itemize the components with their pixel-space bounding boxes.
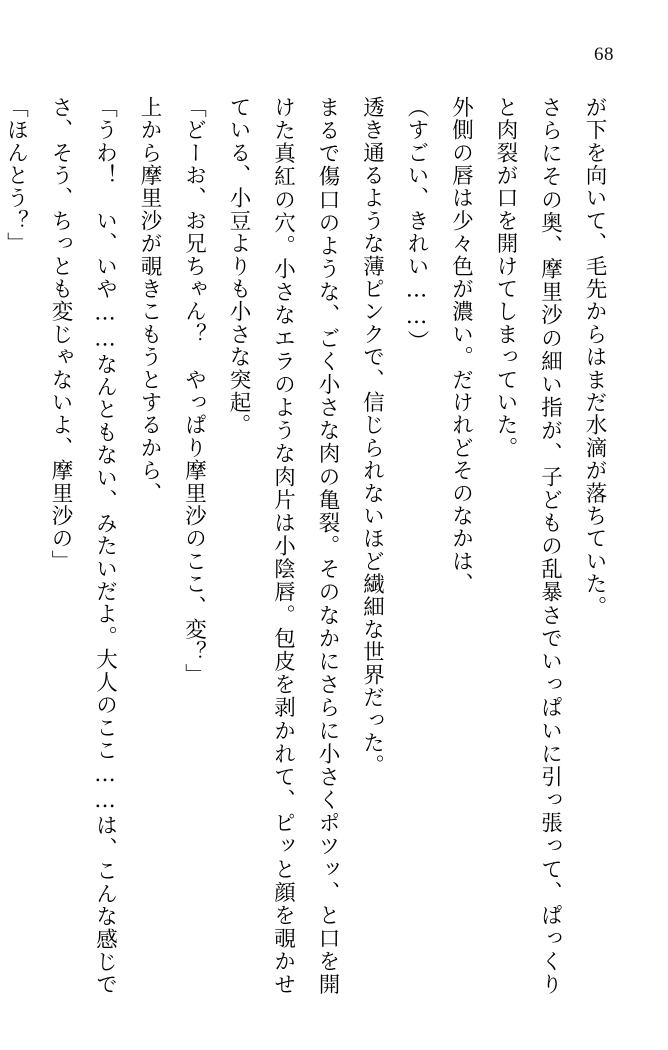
vertical-text-body — [3, 96, 616, 996]
paragraph: 「ほんとう？」 — [3, 96, 29, 255]
paragraph: 「どーお、お兄ちゃん？ やっぱり摩里沙のここ、変？」 — [181, 96, 207, 687]
page-number: 68 — [594, 44, 614, 65]
paragraph: 「うわ！ い、いや……なんともない、みたいだよ。大人のここ……は、こんな感じでさ、そう、ちっとも変じゃないよ、摩里沙の」 — [48, 96, 118, 996]
paragraph: まるで傷口のような、ごく小さな肉の亀裂。そのなかにさらに小さくポツッ、と口を開けた真紅の穴。小さなエラのような肉片は小陰唇。包皮を剥かれて、ピッと顔を覗かせている、小豆よりも小さな突起。 — [226, 96, 340, 996]
paragraph: さらにその奥、摩里沙の細い指が、子どもの乱暴さでいっぱいに引っ張って、ぱっくりと肉裂が口を開けてしまっていた。 — [493, 96, 563, 996]
paragraph: が下を向いて、毛先からはまだ水滴が落ちていた。 — [582, 96, 607, 619]
paragraph: 外側の唇は少々色が濃い。だけれどそのなかは、 — [448, 96, 474, 596]
paragraph: （すごい、きれい……） — [404, 96, 429, 353]
paragraph: 上から摩里沙が覗きこもうとするから、 — [137, 96, 162, 505]
paragraph: 透き通るような薄ピンクで、信じられないほど繊細な世界だった。 — [359, 96, 385, 777]
